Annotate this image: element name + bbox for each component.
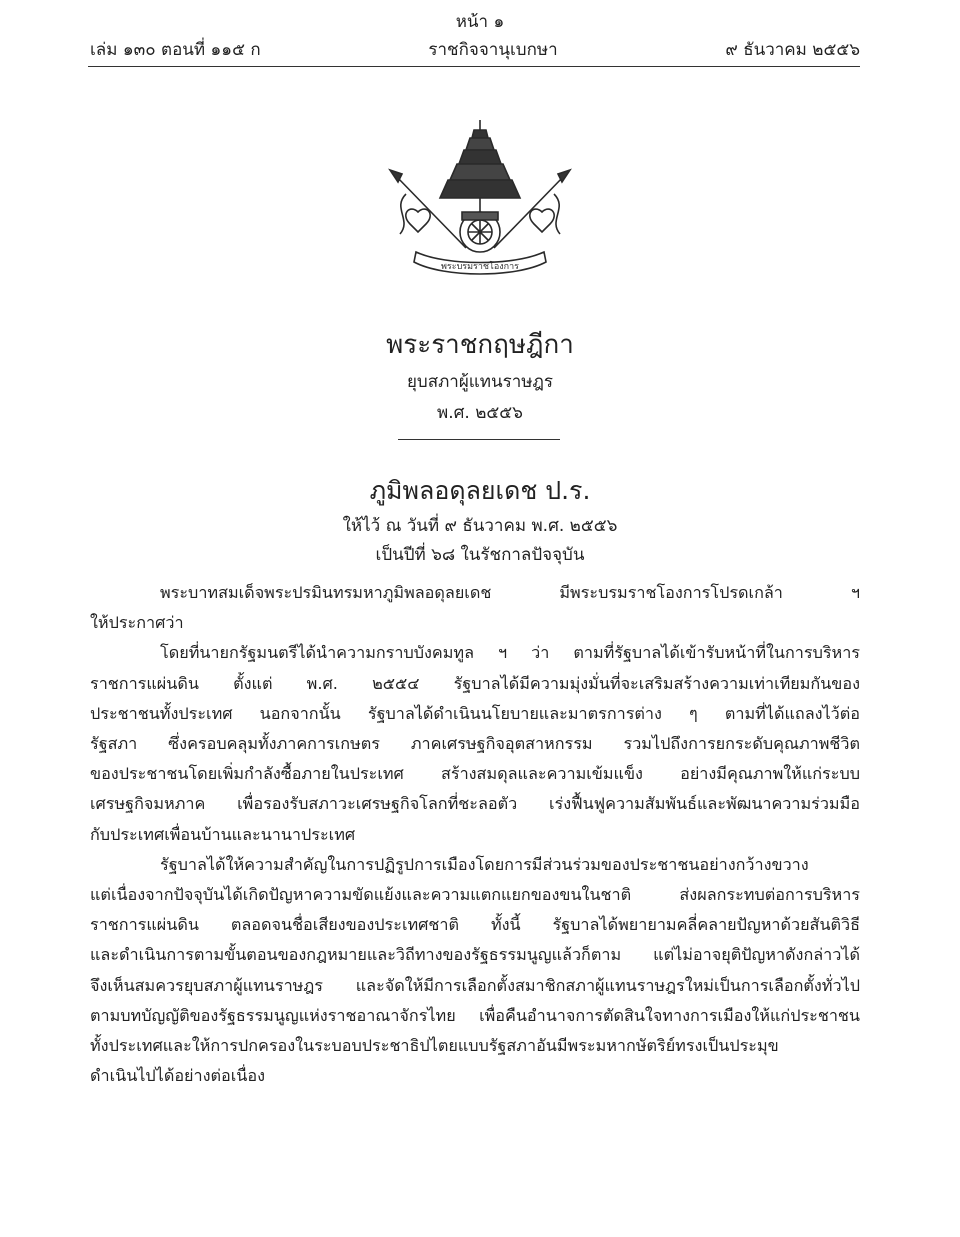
decree-year: พ.ศ. ๒๕๕๖ [437,403,523,423]
decree-subtitle: ยุบสภาผู้แทนราษฎร [406,372,554,392]
header-divider [88,66,860,67]
title-divider [398,439,560,440]
reign-year: เป็นปีที่ ๖๘ ในรัชกาลปัจจุบัน [375,545,585,565]
body-line: และดำเนินการตามขั้นตอนของกฎหมายและวิถีทางของรัฐธรรมนูญแล้วก็ตาม แต่ไม่อาจยุติปัญหาดังกล่าวได้ [90,945,860,965]
body-line: ทั้งประเทศและให้การปกครองในระบอบประชาธิปไตยแบบรัฐสภาอันมีพระมหากษัตริย์ทรงเป็นประมุข [90,1036,779,1056]
royal-signature: ภูมิพลอดุลยเดช ป.ร. [369,476,591,505]
gazette-header [90,36,860,63]
body-line: จึงเห็นสมควรยุบสภาผู้แทนราษฎร และจัดให้มีการเลือกตั้งสมาชิกสภาผู้แทนราษฎรใหม่เป็นการเลือกตั้งทั่วไป [90,975,860,995]
body-line: ราชการแผ่นดิน ตั้งแต่ พ.ศ. ๒๕๕๔ รัฐบาลได้มีความมุ่งมั่นที่จะเสริมสร้างความเท่าเทียมกันของ [90,673,860,693]
body-line: แต่เนื่องจากปัจจุบันได้เกิดปัญหาความขัดแย้งและความแตกแยกของขนในชาติ ส่งผลกระทบต่อการบริหาร [90,885,860,905]
body-line: ตามบทบัญญัติของรัฐธรรมนูญแห่งราชอาณาจักรไทย เพื่อคืนอำนาจการตัดสินใจทางการเมืองให้แก่ประชาชน [90,1005,860,1025]
emblem-ribbon-text: พระบรมราชโองการ [440,262,520,272]
body-line: กับประเทศเพื่อนบ้านและนานาประเทศ [90,824,356,844]
body-line: รัฐบาลได้ให้ความสำคัญในการปฏิรูปการเมืองโดยการมีส่วนร่วมของประชาชนอย่างกว้างขวาง [160,854,809,874]
gazette-name: ราชกิจจานุเบกษา [428,40,558,60]
body-line: ราชการแผ่นดิน ตลอดจนชื่อเสียงของประเทศชาติ ทั้งนี้ รัฐบาลได้พยายามคลี่คลายปัญหาด้วยสันติวิธี [90,915,860,935]
body-line: โดยที่นายกรัฐมนตรีได้นำความกราบบังคมทูล ฯ ว่า ตามที่รัฐบาลได้เข้ารับหน้าที่ในการบริหาร [160,643,860,663]
publication-date: ๙ ธันวาคม ๒๕๕๖ [725,40,860,60]
body-line: ประชาชนทั้งประเทศ นอกจากนั้น รัฐบาลได้ดำเนินนโยบายและมาตรการต่าง ๆ ตามที่ได้แถลงไว้ต่อ [90,703,860,723]
decree-body [90,578,860,1091]
body-line: ดำเนินไปได้อย่างต่อเนื่อง [90,1066,265,1086]
given-date: ให้ไว้ ณ วันที่ ๙ ธันวาคม พ.ศ. ๒๕๕๖ [342,516,618,536]
decree-title: พระราชกฤษฎีกา [386,330,574,360]
body-line: รัฐสภา ซึ่งครอบคลุมทั้งภาคการเกษตร ภาคเศรษฐกิจอุตสาหกรรม รวมไปถึงการยกระดับคุณภาพชีวิต [90,734,860,754]
page-number: หน้า ๑ [455,12,505,32]
body-line: ให้ประกาศว่า [90,613,184,633]
body-line: เศรษฐกิจมหภาค เพื่อรองรับสภาวะเศรษฐกิจโลกที่ชะลอตัว เร่งฟื้นฟูความสัมพันธ์และพัฒนาความร่วมมือ [90,794,860,814]
royal-emblem-icon [384,116,576,284]
body-line: ของประชาชนโดยเพิ่มกำลังซื้อภายในประเทศ สร้างสมดุลและความเข้มแข็ง อย่างมีคุณภาพให้แก่ระบบ [90,764,860,784]
volume-issue: เล่ม ๑๓๐ ตอนที่ ๑๑๕ ก [90,40,261,60]
body-line: พระบาทสมเด็จพระปรมินทรมหาภูมิพลอดุลยเดช มีพระบรมราชโองการโปรดเกล้า ฯ [160,583,860,602]
